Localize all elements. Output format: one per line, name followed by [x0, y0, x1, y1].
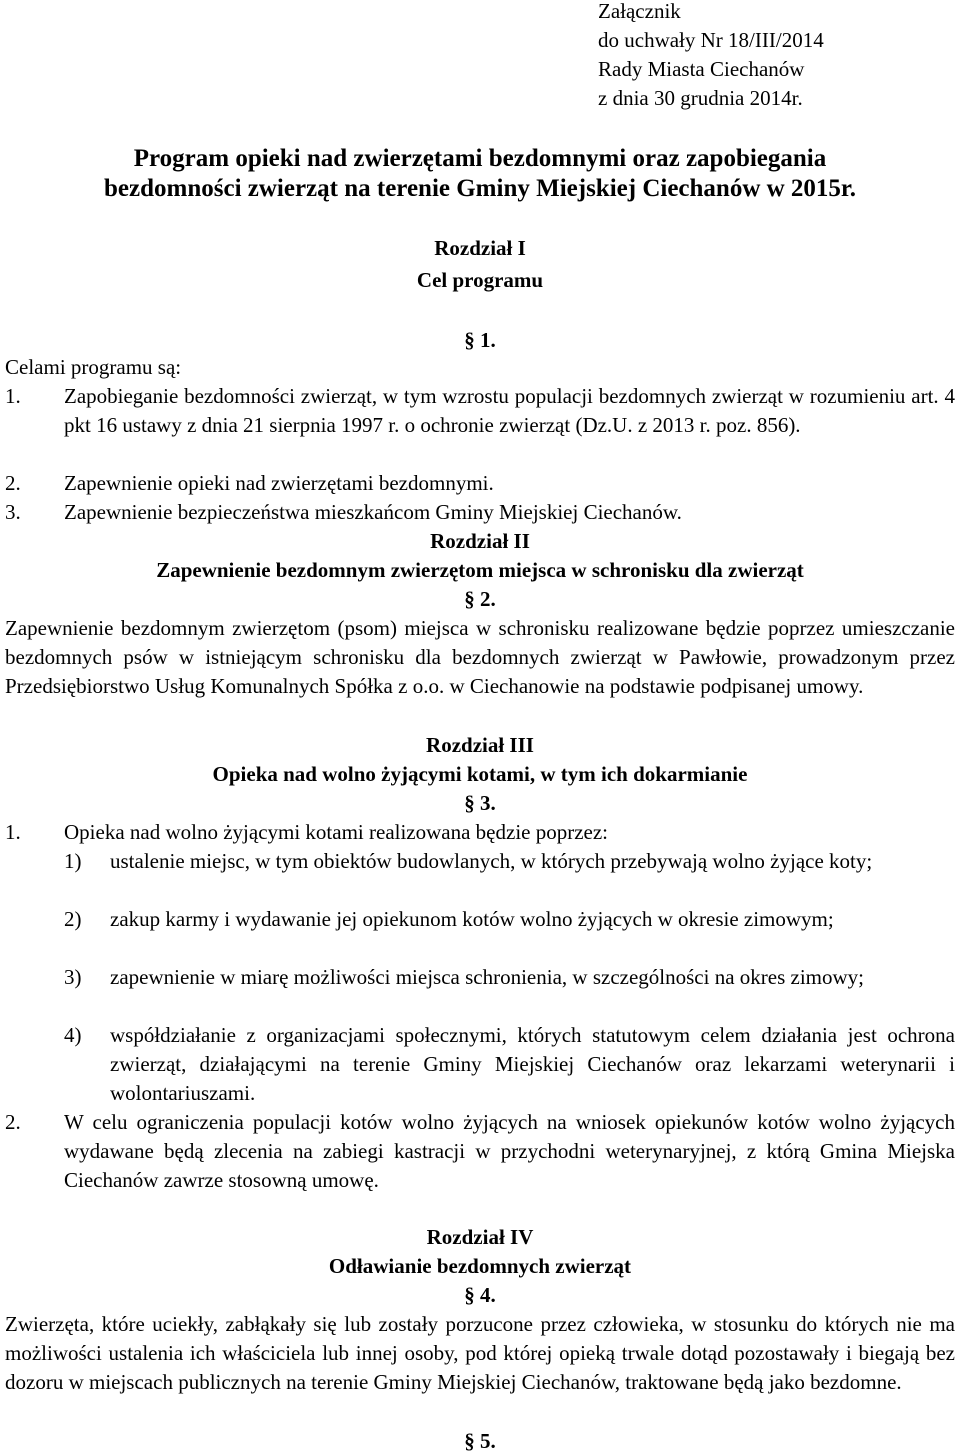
- list-item-text: Opieka nad wolno żyjącymi kotami realizowana będzie poprzez:: [64, 820, 609, 844]
- sub-item-text: współdziałanie z organizacjami społecznymi, których statutowym celem działania jest ochrona zwierząt, działającymi na terenie Gminy Miejskiej Ciechanów oraz lekarzami weterynarii i wolontariuszami.: [110, 1023, 955, 1105]
- council-name: Rady Miasta Ciechanów: [598, 57, 805, 81]
- goal-text: Zapewnienie opieki nad zwierzętami bezdomnymi.: [64, 471, 494, 495]
- goals-intro: Celami programu są:: [5, 355, 182, 379]
- chapter-3-subtitle: Opieka nad wolno żyjącymi kotami, w tym ich dokarmianie: [212, 762, 748, 786]
- section-2-body: Zapewnienie bezdomnym zwierzętom (psom) miejsca w schronisku realizowane będzie poprzez umieszczanie bezdomnych psów w istniejącym schronisku dla bezdomnych zwierząt w Pawłowie, prowadzonym przez Przedsiębiorstwo Usług Komunalnych Spółka z o.o. w Ciechanowie na podstawie podpisanej umowy.: [5, 616, 955, 698]
- sub-item-number: 3): [64, 965, 82, 989]
- goal-number: 3.: [5, 500, 21, 524]
- resolution-date: z dnia 30 grudnia 2014r.: [598, 86, 803, 110]
- chapter-3-heading: Rozdział III: [426, 733, 534, 757]
- section-4-body: Zwierzęta, które uciekły, zabłąkały się lub zostały porzucone przez człowieka, w stosunku do których nie ma możliwości ustalenia ich właściciela lub innej osoby, pod której opieką trwale dotąd pozostawały i biegają bez dozoru w miejscach publicznych na terenie Gminy Miejskiej Ciechanów, traktowane będą jako bezdomne.: [5, 1312, 955, 1394]
- goal-number: 2.: [5, 471, 21, 495]
- document-title: [0, 144, 960, 204]
- chapter-4-subtitle: Odławianie bezdomnych zwierząt: [328, 1254, 632, 1278]
- goal-text: Zapewnienie bezpieczeństwa mieszkańcom Gminy Miejskiej Ciechanów.: [64, 500, 682, 524]
- attachment-header: [598, 0, 824, 113]
- goal-number: 1.: [5, 384, 21, 408]
- resolution-number: do uchwały Nr 18/III/2014: [598, 28, 824, 52]
- list-item-number: 1.: [5, 820, 21, 844]
- goal-text: Zapobieganie bezdomności zwierząt, w tym wzrostu populacji bezdomnych zwierząt w rozumieniu art. 4 pkt 16 ustawy z dnia 21 sierpnia 1997 r. o ochronie zwierząt (Dz.U. z 2013 r. poz. 856).: [64, 384, 955, 437]
- title-line-2: bezdomności zwierząt na terenie Gminy Miejskiej Ciechanów w 2015r.: [104, 175, 856, 202]
- list-item-number: 2.: [5, 1110, 21, 1134]
- chapter-1-heading: Rozdział I: [434, 236, 526, 260]
- title-line-1: Program opieki nad zwierzętami bezdomnymi oraz zapobiegania: [133, 145, 827, 172]
- chapter-2-subtitle: Zapewnienie bezdomnym zwierzętom miejsca w schronisku dla zwierząt: [156, 558, 804, 582]
- chapter-1-subtitle: Cel programu: [416, 268, 544, 292]
- section-4-marker: § 4.: [464, 1283, 496, 1307]
- sub-item-text: zapewnienie w miarę możliwości miejsca schronienia, w szczególności na okres zimowy;: [110, 965, 864, 989]
- chapter-4-heading: Rozdział IV: [426, 1225, 534, 1249]
- sub-item-number: 2): [64, 907, 82, 931]
- sub-item-number: 1): [64, 849, 82, 873]
- attachment-label: Załącznik: [598, 0, 681, 23]
- list-item-text: W celu ograniczenia populacji kotów wolno żyjących na wniosek opiekunów kotów wolno żyjących wydawane będą zlecenia na zabiegi kastracji w przychodni weterynaryjnej, z którą Gmina Miejska Ciechanów zawrze stosowną umowę.: [64, 1110, 955, 1192]
- section-1-marker: § 1.: [464, 328, 496, 352]
- chapter-2-heading: Rozdział II: [430, 529, 530, 553]
- section-2-marker: § 2.: [464, 587, 496, 611]
- sub-item-text: ustalenie miejsc, w tym obiektów budowlanych, w których przebywają wolno żyjące koty;: [110, 849, 873, 873]
- section-3-marker: § 3.: [464, 791, 496, 815]
- sub-item-number: 4): [64, 1023, 82, 1047]
- sub-item-text: zakup karmy i wydawanie jej opiekunom kotów wolno żyjących w okresie zimowym;: [110, 907, 834, 931]
- section-5-marker: § 5.: [464, 1429, 496, 1453]
